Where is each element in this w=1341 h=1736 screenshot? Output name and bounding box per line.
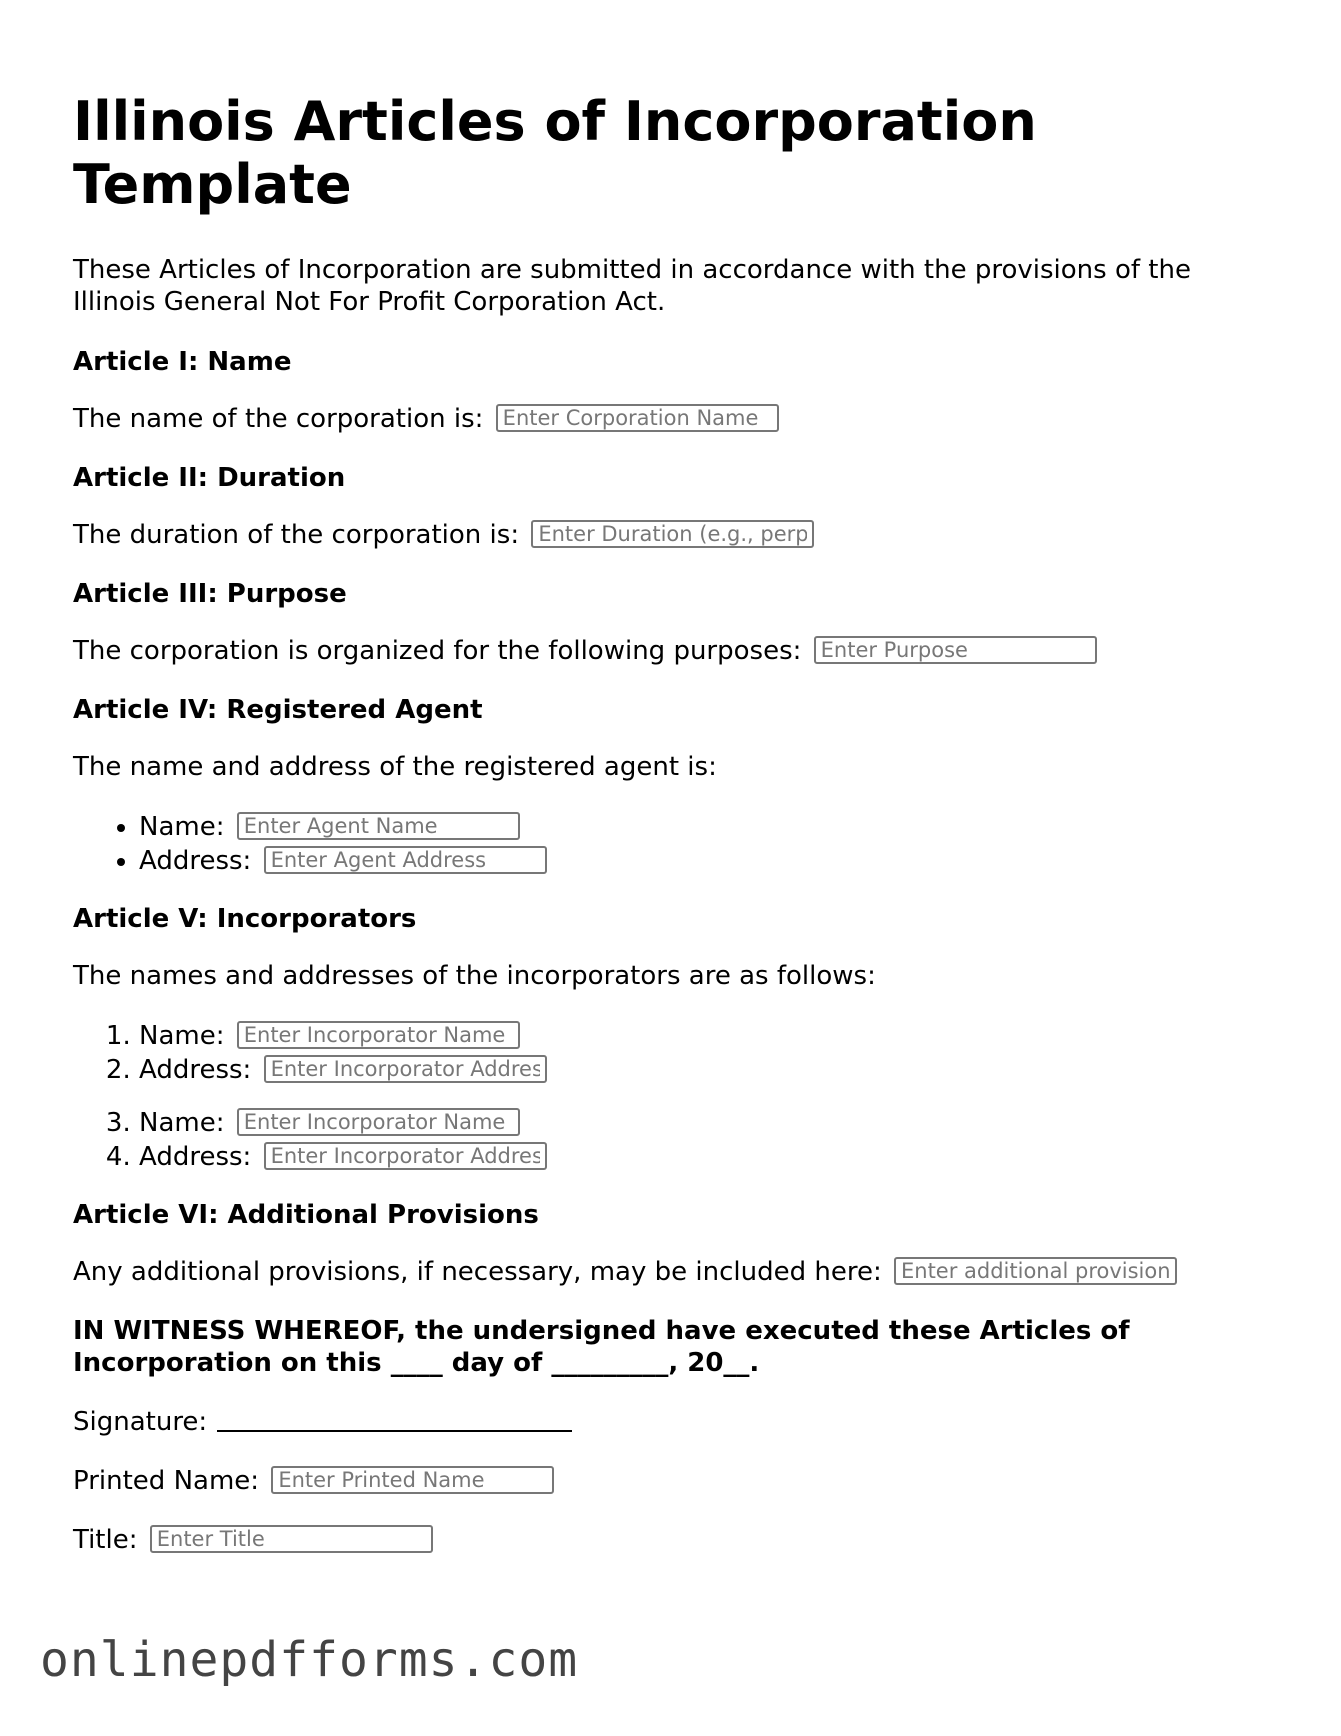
list-item xyxy=(139,1106,1273,1140)
watermark: onlinepdfforms.com xyxy=(40,1632,579,1688)
article-3-heading: Article III: Purpose xyxy=(73,579,347,609)
agent-address-label: Address: xyxy=(139,846,252,876)
signature-blank[interactable] xyxy=(217,1406,572,1432)
additional-provisions-input[interactable] xyxy=(894,1257,1177,1285)
article-4-text: The name and address of the registered agent is: xyxy=(73,752,717,782)
incorporator-2-name-input[interactable] xyxy=(237,1108,520,1136)
list-item xyxy=(139,1019,1273,1053)
list-item xyxy=(139,844,1273,878)
incorporator-1-address-input[interactable] xyxy=(264,1055,547,1083)
incorporator-1-name-input[interactable] xyxy=(237,1021,520,1049)
printed-name-input[interactable] xyxy=(271,1466,554,1494)
duration-input[interactable] xyxy=(531,520,814,548)
article-1-text: The name of the corporation is: xyxy=(73,404,484,434)
incorporator-address-label: Address: xyxy=(139,1055,252,1085)
title-label: Title: xyxy=(73,1525,138,1555)
agent-name-input[interactable] xyxy=(237,812,520,840)
signature-line xyxy=(73,1406,1273,1438)
article-5-line xyxy=(73,960,1273,992)
article-2-line xyxy=(73,519,1273,551)
purpose-input[interactable] xyxy=(814,636,1097,664)
agent-name-label: Name: xyxy=(139,812,225,842)
article-1-line xyxy=(73,403,1273,435)
title-line xyxy=(73,1524,1273,1556)
article-2-heading: Article II: Duration xyxy=(73,463,346,493)
corporation-name-input[interactable] xyxy=(496,404,779,432)
list-item xyxy=(139,1140,1273,1174)
article-3-text: The corporation is organized for the following purposes: xyxy=(73,636,802,666)
incorporators-list-1 xyxy=(73,1019,1273,1087)
registered-agent-list xyxy=(73,810,1273,878)
article-6-heading: Article VI: Additional Provisions xyxy=(73,1200,539,1230)
incorporator-address-label: Address: xyxy=(139,1142,252,1172)
list-item xyxy=(139,810,1273,844)
agent-address-input[interactable] xyxy=(264,846,547,874)
article-3-line xyxy=(73,635,1273,667)
witness-statement: IN WITNESS WHEREOF, the undersigned have executed these Articles of Incorporation on this ____ day of _________, 20__. xyxy=(73,1316,1130,1378)
article-4-heading: Article IV: Registered Agent xyxy=(73,695,483,725)
article-5-heading: Article V: Incorporators xyxy=(73,904,417,934)
document xyxy=(73,90,1273,1583)
list-item xyxy=(139,1053,1273,1087)
article-6-text: Any additional provisions, if necessary, may be included here: xyxy=(73,1257,882,1287)
printed-name-line xyxy=(73,1465,1273,1497)
article-6-line xyxy=(73,1256,1273,1288)
incorporator-2-address-input[interactable] xyxy=(264,1142,547,1170)
incorporator-name-label: Name: xyxy=(139,1021,225,1051)
intro-text: These Articles of Incorporation are submitted in accordance with the provisions of the Illinois General Not For Profit Corporation Act. xyxy=(73,255,1191,317)
incorporator-name-label: Name: xyxy=(139,1108,225,1138)
article-5-text: The names and addresses of the incorporators are as follows: xyxy=(73,961,876,991)
incorporators-list-2 xyxy=(73,1106,1273,1174)
article-2-text: The duration of the corporation is: xyxy=(73,520,520,550)
article-4-line xyxy=(73,751,1273,783)
title-input[interactable] xyxy=(150,1525,433,1553)
article-1-heading: Article I: Name xyxy=(73,347,292,377)
printed-name-label: Printed Name: xyxy=(73,1466,260,1496)
page-title: Illinois Articles of Incorporation Template xyxy=(73,90,1037,216)
signature-label: Signature: xyxy=(73,1407,208,1437)
